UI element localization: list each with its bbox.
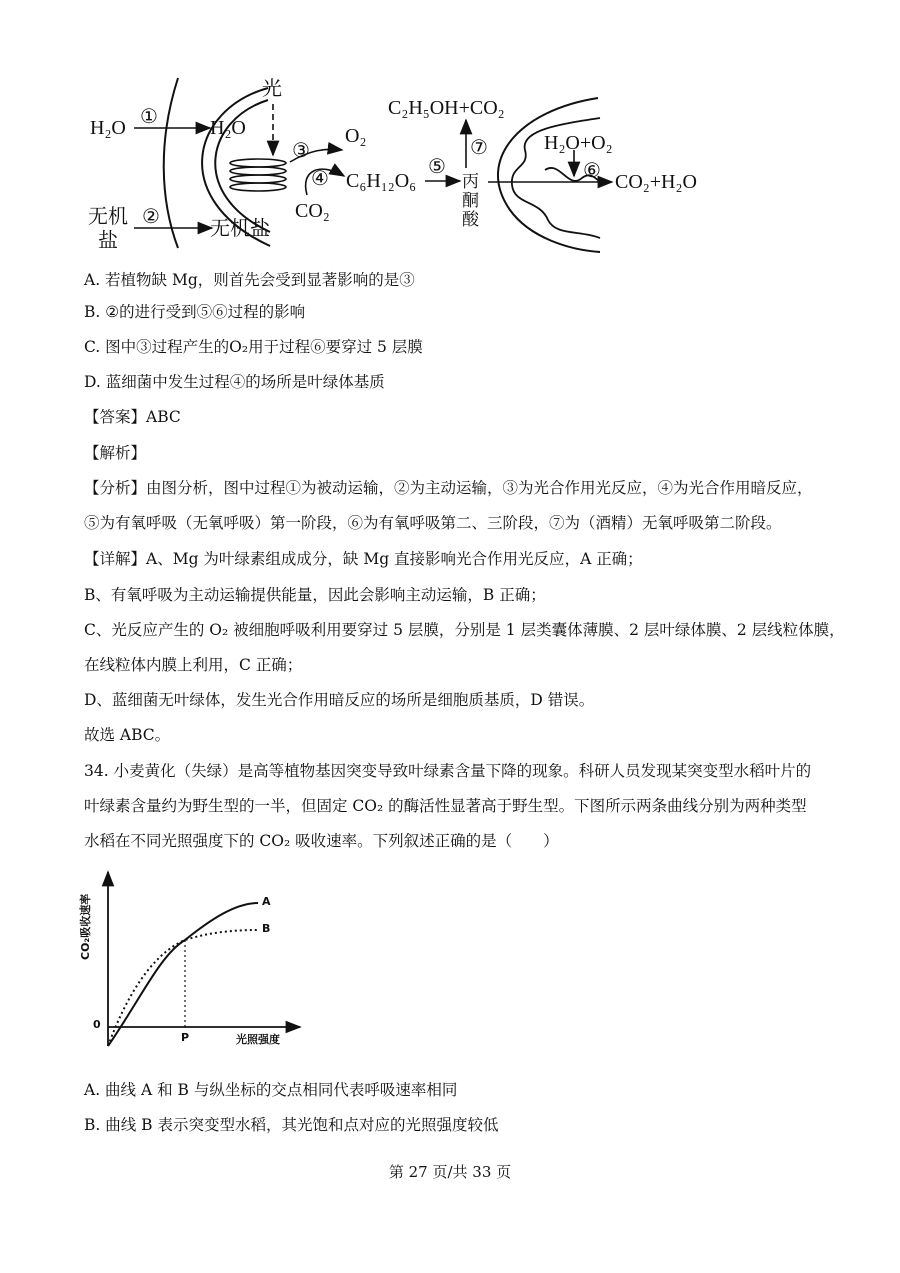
curve-b-label: B bbox=[262, 922, 271, 935]
q33-detail-a: 【详解】A、Mg 为叶绿素组成成分，缺 Mg 直接影响光合作用光反应，A 正确； bbox=[84, 550, 643, 568]
q33-option-a: A. 若植物缺 Mg，则首先会受到显著影响的是③ bbox=[84, 271, 415, 289]
salt-outside-label-2: 盐 bbox=[98, 230, 118, 252]
process-diagram-lines bbox=[0, 0, 900, 260]
h2o-outside-label: H₂O bbox=[90, 117, 126, 139]
q34-stem-line-2: 叶绿素含量约为野生型的一半，但固定 CO₂ 的酶活性显著高于野生型。下图所示两条曲线分别为两种类型 bbox=[84, 797, 807, 815]
step-6-marker: ⑥ bbox=[583, 160, 601, 182]
graph-y-label: CO₂吸收速率 bbox=[79, 893, 92, 960]
q33-detail-b: B、有氧呼吸为主动运输提供能量，因此会影响主动运输，B 正确； bbox=[84, 586, 546, 604]
q33-detail-c: C、光反应产生的 O₂ 被细胞呼吸利用要穿过 5 层膜，分别是 1 层类囊体薄膜、2 层叶绿体膜、2 层线粒体膜， bbox=[84, 621, 845, 639]
q34-stem-line-3: 水稻在不同光照强度下的 CO₂ 吸收速率。下列叙述正确的是（ ） bbox=[84, 832, 559, 850]
graph-x-label: 光照强度 bbox=[236, 1033, 280, 1046]
q33-analysis-label: 【解析】 bbox=[84, 444, 147, 462]
step-5-marker: ⑤ bbox=[428, 156, 446, 178]
curve-b bbox=[108, 930, 258, 1046]
h2o-inside-label: H₂O bbox=[210, 117, 246, 139]
graph-p-label: P bbox=[181, 1031, 190, 1044]
step-3-marker: ③ bbox=[292, 140, 310, 162]
page-footer: 第 27 页/共 33 页 bbox=[388, 1163, 512, 1181]
salt-inside-label: 无机盐 bbox=[210, 218, 270, 240]
step-7-marker: ⑦ bbox=[470, 137, 488, 159]
q33-answer: 【答案】ABC bbox=[84, 408, 181, 426]
salt-outside-label: 无机 bbox=[88, 206, 128, 228]
product-label: CO₂+H₂O bbox=[615, 171, 697, 193]
curve-a bbox=[108, 903, 258, 1046]
q33-detail-c-cont: 在线粒体内膜上利用，C 正确； bbox=[84, 656, 303, 674]
q33-option-b: B. ②的进行受到⑤⑥过程的影响 bbox=[84, 303, 306, 321]
curve-a-label: A bbox=[262, 895, 271, 908]
step-2-marker: ② bbox=[142, 206, 160, 228]
q34-stem-line-1: 34. 小麦黄化（失绿）是高等植物基因突变导致叶绿素含量下降的现象。科研人员发现某突变型水稻叶片的 bbox=[84, 762, 812, 780]
h2o-o2-label: H₂O+O₂ bbox=[544, 132, 613, 154]
step-4-marker: ④ bbox=[311, 168, 329, 190]
q34-option-b: B. 曲线 B 表示突变型水稻，其光饱和点对应的光照强度较低 bbox=[84, 1116, 499, 1134]
light-label: 光 bbox=[262, 78, 282, 100]
q33-conclusion: 故选 ABC。 bbox=[84, 726, 171, 744]
q33-option-d: D. 蓝细菌中发生过程④的场所是叶绿体基质 bbox=[84, 373, 385, 391]
o2-label: O₂ bbox=[345, 125, 367, 147]
q33-fenxi-line-1: 【分析】由图分析，图中过程①为被动运输，②为主动运输，③为光合作用光反应，④为光合作用暗反应， bbox=[84, 479, 813, 497]
pyruvate-label: 丙 酮 酸 bbox=[462, 172, 479, 229]
graph-origin-label: 0 bbox=[93, 1018, 101, 1031]
ethanol-label: C₂H₅OH+CO₂ bbox=[388, 97, 505, 119]
glucose-label: C₆H₁₂O₆ bbox=[346, 170, 417, 192]
q33-fenxi-line-2: ⑤为有氧呼吸（无氧呼吸）第一阶段，⑥为有氧呼吸第二、三阶段，⑦为（酒精）无氧呼吸第二阶段。 bbox=[84, 514, 782, 532]
q33-option-c: C. 图中③过程产生的O₂用于过程⑥要穿过 5 层膜 bbox=[84, 338, 423, 356]
co2-label: CO₂ bbox=[295, 200, 330, 222]
cell-membrane bbox=[164, 78, 178, 248]
q33-detail-d: D、蓝细菌无叶绿体，发生光合作用暗反应的场所是细胞质基质，D 错误。 bbox=[84, 691, 595, 709]
q34-option-a: A. 曲线 A 和 B 与纵坐标的交点相同代表呼吸速率相同 bbox=[84, 1081, 458, 1099]
step-1-marker: ① bbox=[140, 106, 158, 128]
